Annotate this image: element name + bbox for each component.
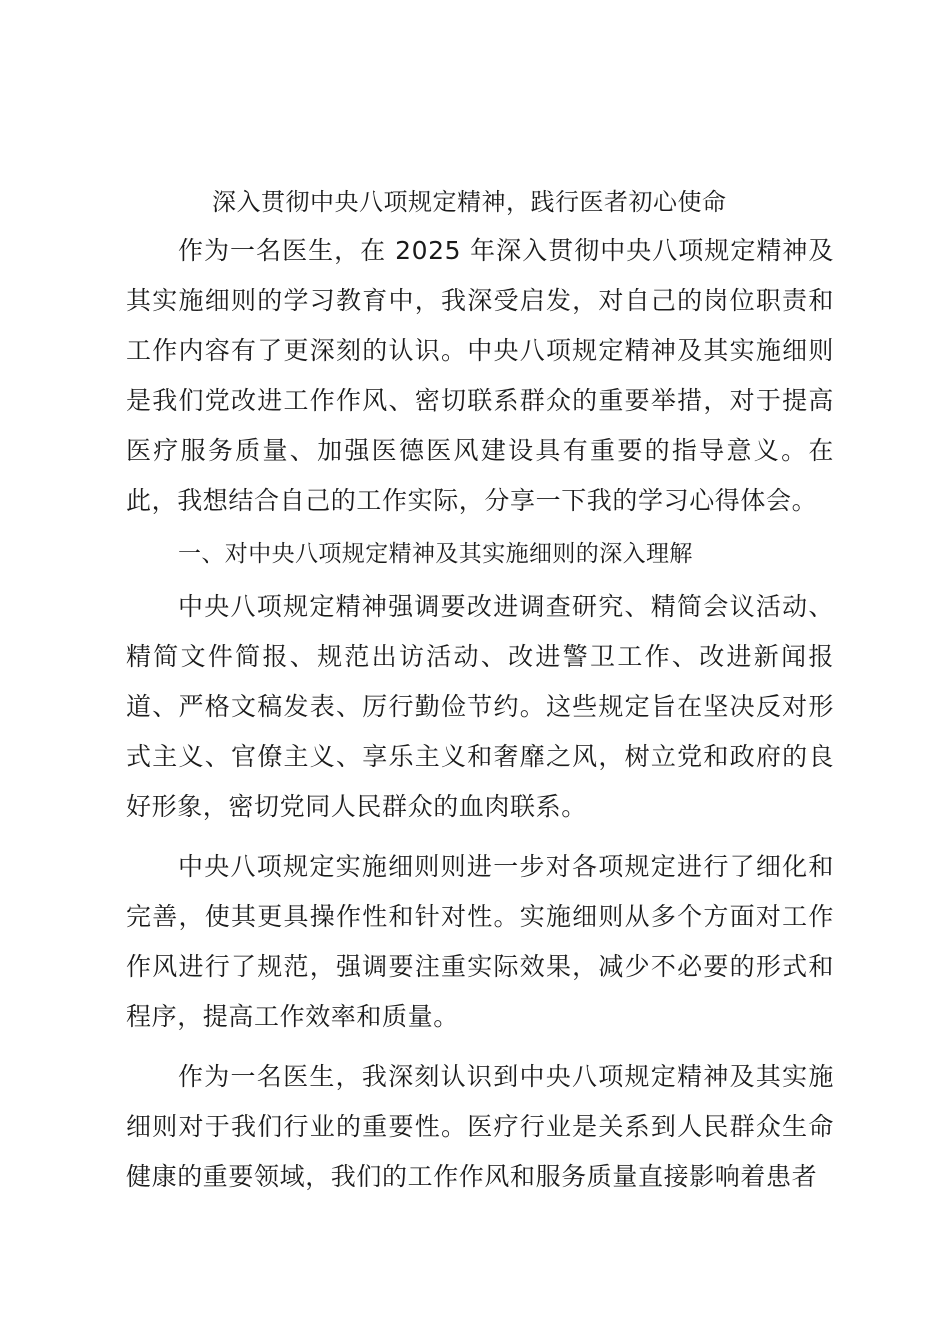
paragraph-doctor-reflection: 作为一名医生，我深刻认识到中央八项规定精神及其实施细则对于我们行业的重要性。医疗行业是关系到人民群众生命健康的重要领域，我们的工作作风和服务质量直接影响着患者 [126,1062,834,1191]
paragraph-implementation-rules: 中央八项规定实施细则则进一步对各项规定进行了细化和完善，使其更具操作性和针对性。实施细则从多个方面对工作作风进行了规范，强调要注重实际效果，减少不必要的形式和程序，提高工作效率和质量。 [126,852,834,1031]
document-body [126,178,834,1202]
paragraph-eight-rules: 中央八项规定精神强调要改进调查研究、精简会议活动、精简文件简报、规范出访活动、改进警卫工作、改进新闻报道、严格文稿发表、厉行勤俭节约。这些规定旨在坚决反对形式主义、官僚主义、享乐主义和奢靡之风，树立党和政府的良好形象，密切党同人民群众的血肉联系。 [126,592,834,821]
paragraph-intro: 作为一名医生，在 2025 年深入贯彻中央八项规定精神及其实施细则的学习教育中，我深受启发，对自己的岗位职责和工作内容有了更深刻的认识。中央八项规定精神及其实施细则是我们党改进工作作风、密切联系群众的重要举措，对于提高医疗服务质量、加强医德医风建设具有重要的指导意义。在此，我想结合自己的工作实际，分享一下我的学习心得体会。 [126,236,834,515]
section-heading-1: 一、对中央八项规定精神及其实施细则的深入理解 [178,541,693,567]
document-title: 深入贯彻中央八项规定精神，践行医者初心使命 [212,188,727,216]
